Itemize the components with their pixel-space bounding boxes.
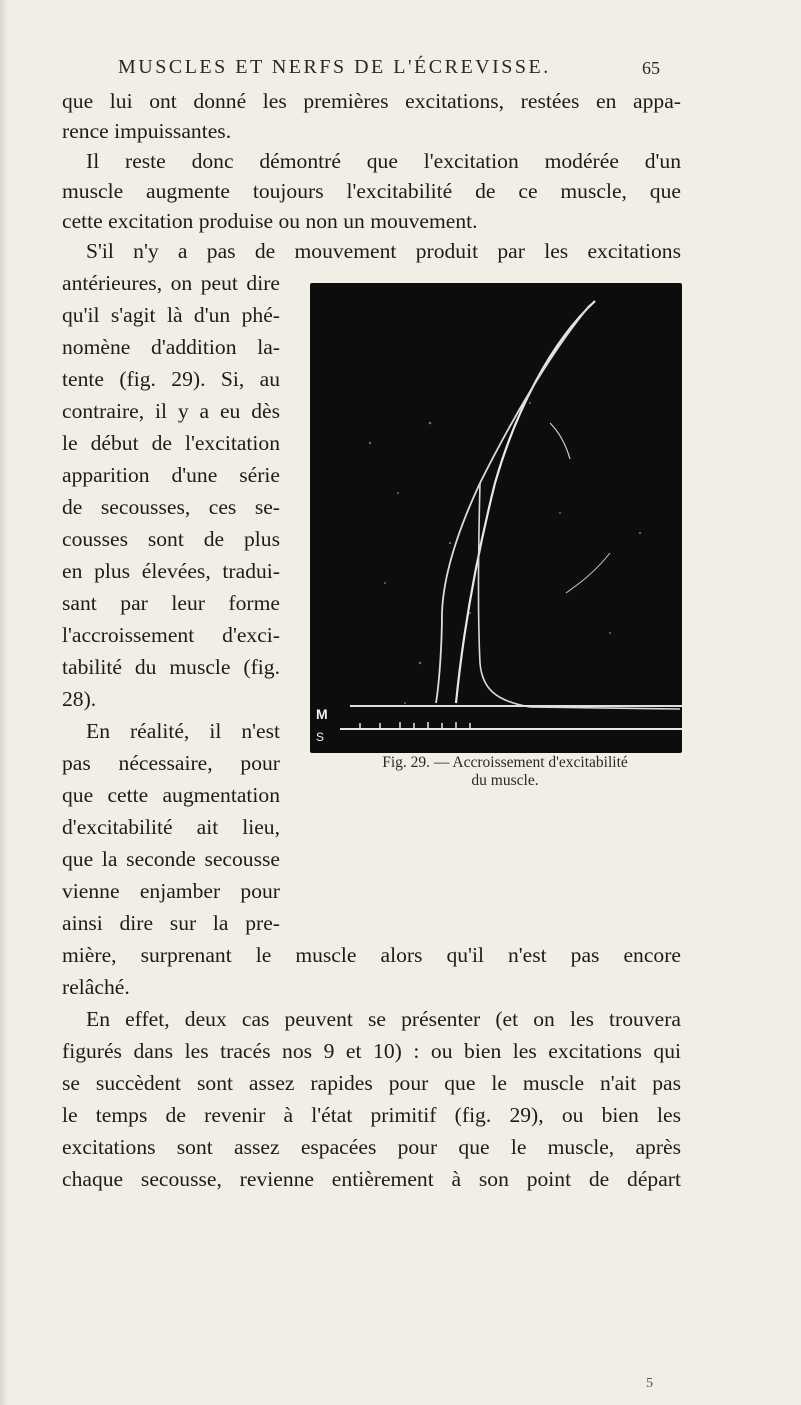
text-line: excitations sont assez espacées pour que le muscle, après bbox=[62, 1135, 681, 1159]
caption-line-2: du muscle. bbox=[471, 772, 539, 789]
page-header bbox=[0, 56, 801, 86]
text-line: rence impuissantes. bbox=[62, 119, 232, 143]
text-line: nomène d'addition la- bbox=[62, 335, 280, 359]
text-line: chaque secousse, revienne entièrement à son point de départ bbox=[62, 1167, 681, 1191]
running-head: MUSCLES ET NERFS DE L'ÉCREVISSE. bbox=[118, 56, 551, 78]
text-line: En effet, deux cas peuvent se présenter (et on les trouvera bbox=[86, 1007, 681, 1031]
text-line: vienne enjamber pour bbox=[62, 879, 280, 903]
label-s: S bbox=[316, 730, 325, 744]
label-m: M bbox=[316, 706, 328, 722]
text-line: tabilité du muscle (fig. bbox=[62, 655, 280, 679]
text-line: cette excitation produise ou non un mouvement. bbox=[62, 209, 478, 233]
text-line: S'il n'y a pas de mouvement produit par les excitations bbox=[86, 239, 681, 263]
text-line: muscle augmente toujours l'excitabilité de ce muscle, que bbox=[62, 179, 681, 203]
text-line: tente (fig. 29). Si, au bbox=[62, 367, 280, 391]
text-line: contraire, il y a eu dès bbox=[62, 399, 280, 423]
text-line: 28). bbox=[62, 687, 97, 711]
text-line: Il reste donc démontré que l'excitation modérée d'un bbox=[86, 149, 681, 173]
page-edge bbox=[0, 0, 8, 1405]
text-line: en plus élevées, tradui- bbox=[62, 559, 280, 583]
text-line: sant par leur forme bbox=[62, 591, 280, 615]
signature-mark: 5 bbox=[646, 1376, 653, 1391]
text-line: cousses sont de plus bbox=[62, 527, 280, 551]
text-line: que cette augmentation bbox=[62, 783, 280, 807]
text-line: antérieures, on peut dire bbox=[62, 271, 280, 295]
text-line: ainsi dire sur la pre- bbox=[62, 911, 280, 935]
text-line: qu'il s'agit là d'un phé- bbox=[62, 303, 280, 327]
text-line: pas nécessaire, pour bbox=[62, 751, 280, 775]
text-line: relâché. bbox=[62, 975, 130, 999]
text-line: apparition d'une série bbox=[62, 463, 280, 487]
text-line: le temps de revenir à l'état primitif (fig. 29), ou bien les bbox=[62, 1103, 681, 1127]
text-line: que lui ont donné les premières excitations, restées en appa- bbox=[62, 89, 681, 113]
text-line: d'excitabilité ait lieu, bbox=[62, 815, 280, 839]
text-line: l'accroissement d'exci- bbox=[62, 623, 280, 647]
text-line: En réalité, il n'est bbox=[86, 719, 280, 743]
text-line: mière, surprenant le muscle alors qu'il n'est pas encore bbox=[62, 943, 681, 967]
page-number: 65 bbox=[642, 58, 660, 78]
text-line: de secousses, ces se- bbox=[62, 495, 280, 519]
figure-caption bbox=[325, 754, 685, 790]
myogram-tracing bbox=[310, 283, 682, 753]
caption-line-1: Fig. 29. — Accroissement d'excitabilité bbox=[382, 754, 628, 771]
figure-29 bbox=[310, 283, 682, 753]
text-line: figurés dans les tracés nos 9 et 10) : ou bien les excitations qui bbox=[62, 1039, 681, 1063]
text-line: se succèdent sont assez rapides pour que le muscle n'ait pas bbox=[62, 1071, 681, 1095]
text-line: que la seconde secousse bbox=[62, 847, 280, 871]
text-line: le début de l'excitation bbox=[62, 431, 280, 455]
